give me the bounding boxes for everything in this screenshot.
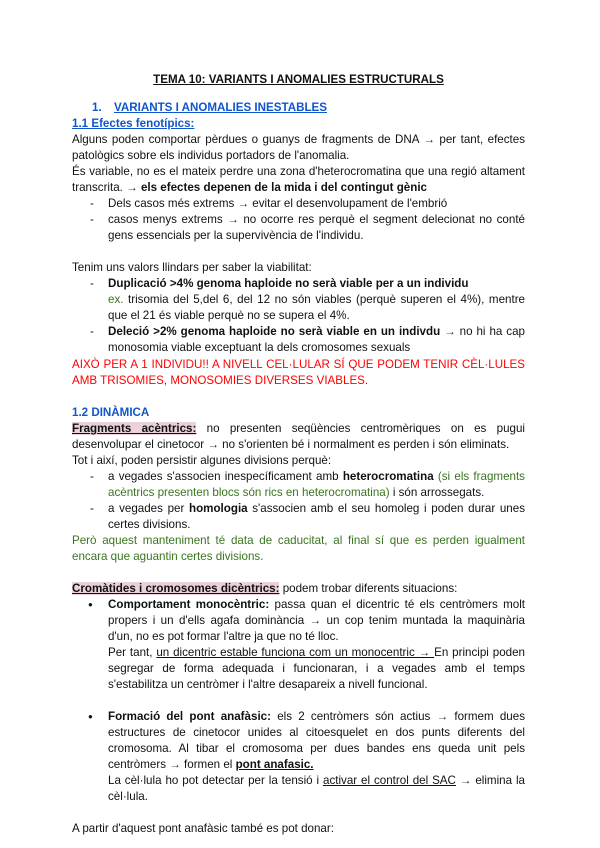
- bold-text: homologia: [189, 502, 248, 515]
- text: La cèl·lula ho pot detectar per la tensió i: [108, 774, 323, 787]
- section-1-1-heading: 1.1 Efectes fenotípics:: [72, 117, 195, 130]
- spacer: [72, 693, 525, 709]
- section-1-2-heading: 1.2 DINÀMICA: [72, 406, 150, 419]
- persist-list: [72, 469, 525, 533]
- paragraph: [72, 164, 525, 196]
- text: → elimina la cèl·lula.: [108, 774, 525, 803]
- section-title: VARIANTS I ANOMALIES INESTABLES: [114, 101, 327, 114]
- red-note: AIXÒ PER A 1 INDIVIDU!! A NIVELL CEL·LULAR SÍ QUE PODEM TENIR CÈL·LULES AMB TRISOMIES, MONOSOMIES DIVERSES VIABLES.: [72, 358, 525, 387]
- example-label: ex.: [108, 293, 124, 306]
- document-title: TEMA 10: VARIANTS I ANOMALIES ESTRUCTURALS: [153, 73, 444, 86]
- list-item: [72, 469, 525, 501]
- bold-text: Duplicació >4% genoma haploide no serà viable per a un individu: [108, 277, 469, 290]
- paragraph: Tot i així, poden persistir algunes divisions perquè:: [72, 454, 332, 467]
- text: i són arrossegats.: [389, 486, 485, 499]
- paragraph: Alguns poden comportar pèrdues o guanys de fragments de DNA → per tant, efectes patològics sobre els individus portadors de l'anomalia.: [72, 133, 525, 162]
- paragraph: [72, 581, 525, 597]
- bold-text: Formació del pont anafàsic:: [108, 710, 271, 723]
- bold-text: Comportament monocèntric:: [108, 598, 270, 611]
- list-item: [72, 276, 525, 324]
- effects-list: [72, 196, 525, 244]
- bold-underlined-text: pont anafasic.: [235, 758, 314, 771]
- bold-text: Deleció >2% genoma haploide no serà viable en un indivdu: [108, 325, 441, 338]
- bold-text: heterocromatina: [342, 470, 434, 483]
- highlighted-label: Cromàtides i cromosomes dicèntrics:: [72, 582, 280, 595]
- text: En principi poden segregar de forma adequada i funcionaran, i a vegades amb el temps s'estabilitza un centròmer i l'altre desapareix a nivell funcional.: [108, 646, 525, 691]
- paragraph: A partir d'aquest pont anafàsic també es pot donar:: [72, 822, 334, 835]
- text: passa quan el dicentric té els centròmers molt propers i un d'ells agafa dominància → un cop tenim muntada la maquinària d'un, no es pot formar l'altre ja que no té lloc.: [108, 598, 525, 643]
- text: a vegades s'associen inespecíficament amb: [108, 470, 343, 483]
- text: trisomia del 5,del 6, del 12 no són viables (perquè superen el 4%), mentre que el 21 és viable perquè no se supera el 4%.: [108, 293, 525, 322]
- highlighted-label: Fragments acèntrics:: [72, 422, 197, 435]
- underlined-text: un dicentric estable funciona com un monocentric →: [156, 646, 435, 659]
- section-1-heading: [72, 100, 525, 116]
- text: → no hi ha cap monosomia viable exceptuant la dels cromosomes sexuals: [108, 325, 525, 354]
- sub-paragraph: [108, 773, 525, 805]
- text: a vegades per: [108, 502, 189, 515]
- list-item: [72, 597, 525, 693]
- list-item: - Dels casos més extrems → evitar el desenvolupament de l'embrió: [72, 196, 525, 212]
- list-item: - casos menys extrems → no ocorre res perquè el segment delecionat no conté gens essencials per la supervivència de l'individu.: [72, 212, 525, 244]
- green-note: Però aquest manteniment té data de caducitat, al final sí que es perden igualment encara que aguantin certes divisions.: [72, 534, 525, 563]
- section-number: 1.: [92, 101, 102, 114]
- underlined-text: activar el control del SAC: [323, 774, 456, 787]
- document-page: [72, 72, 525, 837]
- threshold-list: [72, 276, 525, 356]
- text: s'associen amb el seu homoleg i poden durar unes certes divisions.: [108, 502, 525, 531]
- paragraph: [72, 421, 525, 453]
- dicentric-list: [72, 597, 525, 805]
- list-item: [72, 501, 525, 533]
- text: És variable, no es el mateix perdre una zona d'heterocromatina que una regió altament transcrita. →: [72, 165, 525, 194]
- list-item: [72, 324, 525, 356]
- sub-paragraph: [108, 645, 525, 693]
- list-item: [72, 709, 525, 805]
- text: Per tant,: [108, 646, 157, 659]
- green-text: (si els fragments acèntrics presenten blocs són rics en heterocromatina): [108, 470, 525, 499]
- bold-text: els efectes depenen de la mida i del contingut gènic: [140, 181, 427, 194]
- paragraph: Tenim uns valors llindars per saber la viabilitat:: [72, 261, 312, 274]
- text: podem trobar diferents situacions:: [279, 582, 458, 595]
- text: no presenten seqüències centromèriques on es pugui desenvolupar el cinetocor → no s'orienten bé i normalment es perden i són eliminats.: [72, 422, 525, 451]
- text: els 2 centròmers són actius → formem dues estructures de cinetocor unides al citoesquelet en dos punts diferents del cromosoma. Al tibar el cromosoma per dues bandes ens queda unit pels centròmers → formen el: [108, 710, 525, 771]
